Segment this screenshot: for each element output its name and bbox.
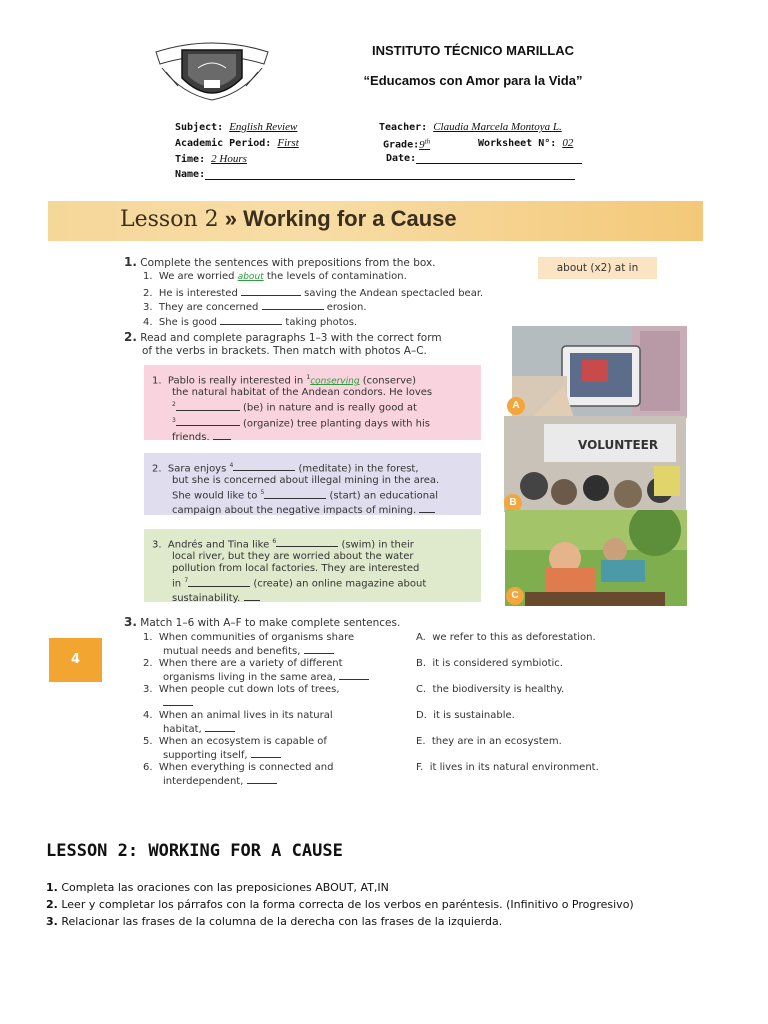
date-line: [416, 153, 582, 164]
ex1-item: 3. They are concerned erosion.: [143, 302, 367, 313]
time-value: 2 Hours: [211, 153, 247, 165]
date-row: Date:: [386, 153, 582, 164]
teacher-value: Claudia Marcela Montoya L.: [433, 121, 562, 133]
answer-blank[interactable]: [188, 577, 250, 587]
ex3-right-item: A. we refer to this as deforestation.: [416, 632, 596, 643]
match-blank[interactable]: [304, 644, 334, 654]
ex1-item: 2. He is interested saving the Andean spectacled bear.: [143, 288, 484, 299]
grade-value: 9th: [419, 137, 431, 151]
grade-row: Grade:9th: [383, 137, 431, 151]
ex3-right-item: B. it is considered symbiotic.: [416, 658, 563, 669]
name-row: Name:: [175, 169, 575, 180]
period-value: First: [277, 137, 299, 149]
answer-blank[interactable]: [220, 315, 282, 325]
photo-match-blank[interactable]: [419, 503, 435, 513]
ex1-instruction: 1. Complete the sentences with prepositions from the box.: [124, 255, 436, 269]
match-blank[interactable]: [163, 696, 193, 706]
ex1-answer-example: about: [237, 272, 264, 282]
ex3-left-item: 4. When an animal lives in its natural habitat,: [143, 710, 333, 735]
ex3-right-item: D. it is sustainable.: [416, 710, 515, 721]
match-blank[interactable]: [339, 670, 369, 680]
match-blank[interactable]: [251, 748, 281, 758]
subject-row: Subject: English Review: [175, 121, 298, 133]
ex3-instruction: 3. Match 1–6 with A–F to make complete sentences.: [124, 615, 401, 629]
answer-blank[interactable]: [241, 286, 301, 296]
period-row: Academic Period: First: [175, 137, 299, 149]
answer-blank[interactable]: [233, 461, 295, 471]
ex1-item: 4. She is good taking photos.: [143, 317, 358, 328]
paragraph-2: 2. Sara enjoys $^4$ (meditate) in the forest, but she is concerned about illegal mining in the area. She would like to $^5$ (start) an educational campaign about the negative impacts of mining.: [152, 462, 440, 516]
photo-b-volunteer: [504, 416, 686, 512]
lesson-heading: LESSON 2: WORKING FOR A CAUSE: [46, 841, 343, 861]
worksheet-row: Worksheet N°: 02: [478, 137, 574, 149]
answer-blank[interactable]: [262, 300, 324, 310]
ex2-answer-example: conserving: [310, 376, 360, 387]
lesson-banner-title: Lesson 2 » Working for a Cause: [120, 206, 457, 232]
match-blank[interactable]: [205, 722, 235, 732]
volunteer-sign-text: VOLUNTEER: [578, 438, 659, 452]
worksheet-value: 02: [562, 137, 574, 149]
photo-a-tablet: [512, 326, 687, 418]
paragraph-1: 1. Pablo is really interested in $^1$conserving (conserve) the natural habitat of the Andean condors. He loves $^2$ (be) in nature and is really good at $^3$ (organize) tree planting days with his friends.: [152, 374, 433, 443]
answer-blank[interactable]: [176, 401, 240, 411]
paragraph-3: 3. Andrés and Tina like $^6$ (swim) in their local river, but they are worried about the water pollution from local factories. They are interested in $^7$ (create) an online magazine about sustainability.: [152, 538, 427, 604]
name-line: [205, 169, 575, 180]
ex1-item: 1. We are worried about the levels of contamination.: [143, 271, 407, 282]
photo-tag-c: C: [506, 587, 524, 605]
ex3-left-item: 2. When there are a variety of different organisms living in the same area,: [143, 658, 403, 684]
ex3-right-item: F. it lives in its natural environment.: [416, 762, 599, 773]
ex3-left-item: 6. When everything is connected and interdependent,: [143, 762, 334, 787]
answer-blank[interactable]: [264, 489, 326, 499]
photo-tag-a: A: [507, 397, 525, 415]
ex3-left-column: [143, 632, 403, 788]
school-crest-logo: [152, 38, 272, 106]
answer-blank[interactable]: [176, 416, 240, 426]
ex3-right-column: [416, 632, 676, 788]
photo-tag-b: B: [504, 494, 522, 512]
photo-match-blank[interactable]: [244, 591, 260, 601]
school-motto: “Educamos con Amor para la Vida”: [363, 73, 583, 88]
page-number: 4: [49, 638, 102, 682]
spanish-instruction-1: 1. Completa las oraciones con las preposiciones ABOUT, AT,IN: [46, 881, 389, 894]
ex3-right-item: E. they are in an ecosystem.: [416, 736, 562, 747]
photo-match-blank[interactable]: [213, 430, 231, 440]
spanish-instruction-2: 2. Leer y completar los párrafos con la forma correcta de los verbos en paréntesis. (Infinitivo o Progresivo): [46, 898, 634, 911]
photo-c-planting: [505, 510, 687, 606]
ex3-left-item: 1. When communities of organisms share mutual needs and benefits,: [143, 632, 355, 657]
institution-name: INSTITUTO TÉCNICO MARILLAC: [372, 43, 574, 58]
ex3-left-item: 5. When an ecosystem is capable of supporting itself,: [143, 736, 327, 761]
time-row: Time: 2 Hours: [175, 153, 247, 165]
spanish-instruction-3: 3. Relacionar las frases de la columna de la derecha con las frases de la izquierda.: [46, 915, 503, 928]
answer-blank[interactable]: [276, 537, 338, 547]
ex2-instruction: 2. Read and complete paragraphs 1–3 with the correct form of the verbs in brackets. Then match with photos A–C.: [124, 330, 442, 357]
teacher-row: Teacher: Claudia Marcela Montoya L.: [379, 121, 562, 133]
preposition-box: about (x2) at in: [538, 257, 657, 279]
subject-value: English Review: [229, 121, 298, 133]
match-blank[interactable]: [247, 774, 277, 784]
ex3-left-item: 3. When people cut down lots of trees,: [143, 684, 403, 710]
ex3-right-item: C. the biodiversity is healthy.: [416, 684, 565, 695]
